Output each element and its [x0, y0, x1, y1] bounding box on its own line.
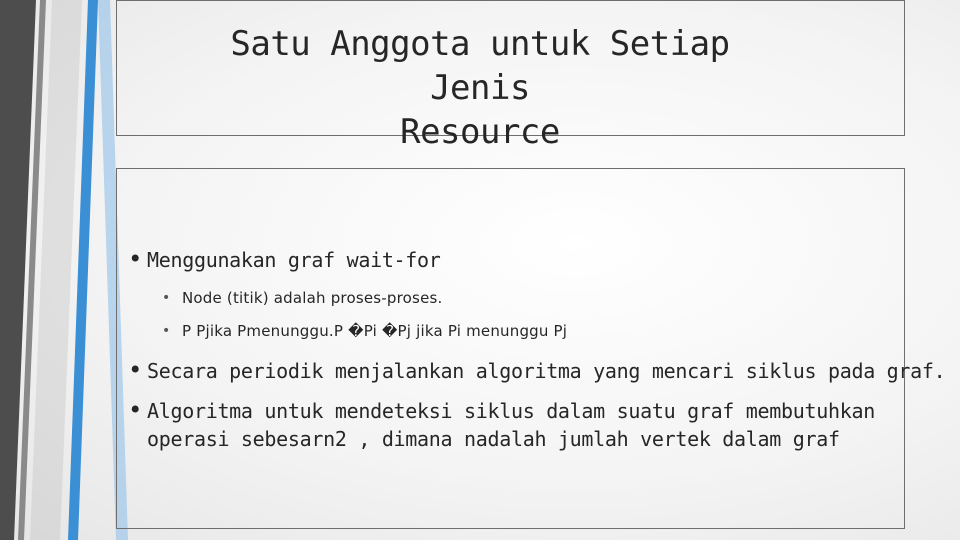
bullet-text: Secara periodik menjalankan algoritma yang mencari siklus pada graf. [147, 359, 946, 383]
bullet-icon: • [128, 245, 143, 273]
bullet-text-continuation: operasi sebesarn2 , dimana nadalah jumlah vertek dalam graf [147, 427, 840, 451]
slide-title [190, 22, 770, 154]
bullet-icon: • [162, 290, 171, 306]
bullet-icon: • [162, 323, 171, 339]
sub-bullet-text: Node (titik) adalah proses-proses. [182, 289, 443, 307]
sub-bullet-text: P Pjika Pmenunggu.P �Pi �Pj jika Pi menunggu Pj [182, 322, 568, 340]
slide-title-line1: Satu Anggota untuk Setiap Jenis [230, 24, 730, 108]
bullet-icon: • [128, 356, 143, 384]
bullet-icon: • [128, 396, 143, 424]
bullet-text: Menggunakan graf wait-for [147, 248, 441, 272]
bullet-text: Algoritma untuk mendeteksi siklus dalam suatu graf membutuhkan [147, 399, 875, 423]
content-placeholder [116, 168, 905, 529]
slide-title-line2: Resource [400, 112, 560, 152]
